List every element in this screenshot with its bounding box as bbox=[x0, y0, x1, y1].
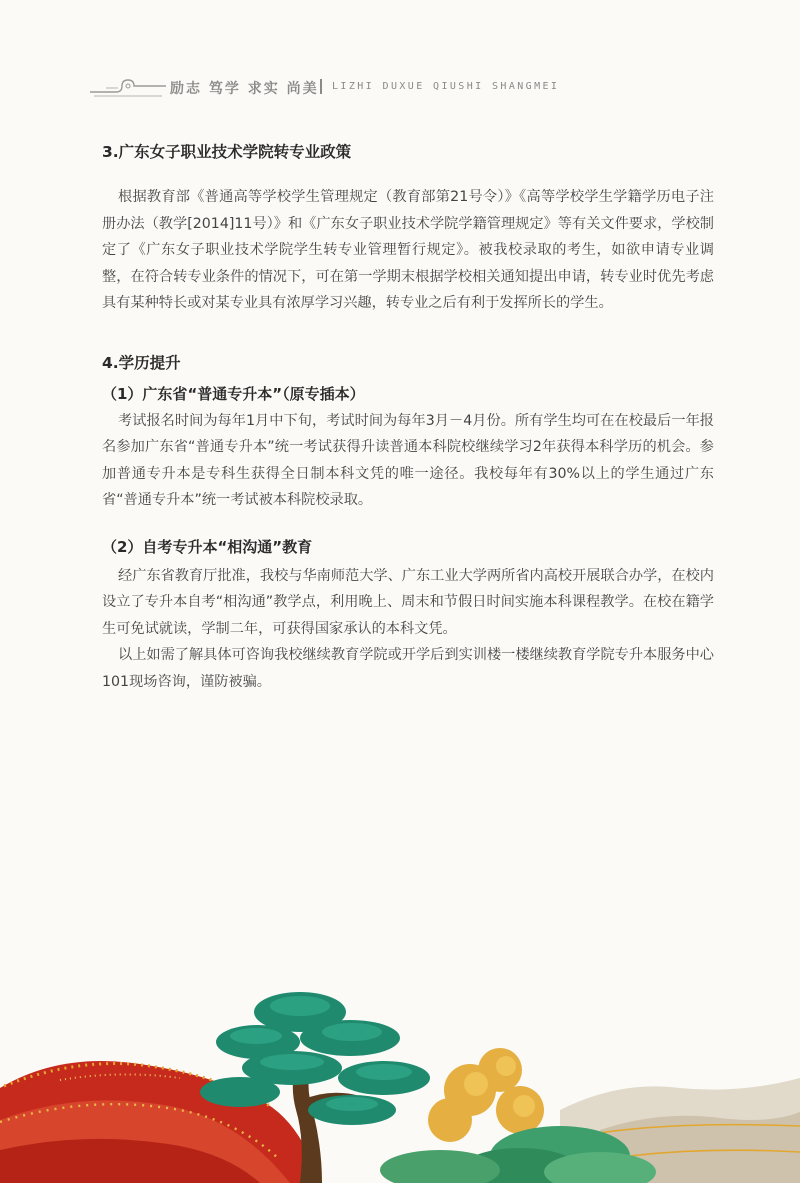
putong-zhuanshengben-paragraph: 考试报名时间为每年1月中下旬，考试时间为每年3月－4月份。所有学生均可在在校最后一年报名参加广东省“普通专升本”统一考试获得升读普通本科院校继续学习2年获得本科学历的机会。参加普通专升本是专科生获得全日制本科文凭的唯一途径。我校每年有30%以上的学生通过广东省“普通专升本”统一考试被本科院校录取。 bbox=[102, 412, 714, 508]
transfer-paragraph: 根据教育部《普通高等学校学生管理规定（教育部第21号令）》《高等学校学生学籍学历电子注册办法（教学[2014]11号）》和《广东女子职业技术学院学籍管理规定》等有关文件要求，学校制定了《广东女子职业技术学院学生转专业管理暂行规定》。被我校录取的考生，如欲申请专业调整，在符合转专业条件的情况下，可在第一学期末根据学校相关通知提出申请，转专业时优先考虑具有某种特长或对某专业具有浓厚学习兴趣，转专业之后有利于发挥所长的学生。 bbox=[102, 189, 714, 311]
page-header bbox=[88, 70, 560, 104]
school-motto: 励志 笃学 求实 尚美 bbox=[170, 81, 319, 97]
header-divider bbox=[320, 79, 322, 94]
zikao-paragraph: 经广东省教育厅批准，我校与华南师范大学、广东工业大学两所省内高校开展联合办学，在校内设立了专升本自考“相沟通”教学点，利用晚上、周末和节假日时间实施本科课程教学。在校在籍学生可免试就读，学制二年，可获得国家承认的本科文凭。 bbox=[102, 567, 714, 637]
school-motto-pinyin: LIZHI DUXUE QIUSHI SHANGMEI bbox=[332, 81, 560, 92]
consultation-paragraph: 以上如需了解具体可咨询我校继续教育学院或开学后到实训楼一楼继续教育学院专升本服务中心101现场咨询，谨防被骗。 bbox=[102, 647, 714, 690]
subheading-putong-zhuanshengben: （1）广东省“普通专升本”（原专插本） bbox=[102, 384, 365, 403]
section-title-transfer: 3.广东女子职业技术学院转专业政策 bbox=[102, 143, 352, 161]
subheading-zikao-xianggoutong: （2）自考专升本“相沟通”教育 bbox=[102, 537, 313, 556]
cloud-ornament-icon bbox=[88, 76, 168, 98]
decorative-landscape bbox=[0, 960, 800, 1183]
section-title-upgrade: 4.学历提升 bbox=[102, 353, 181, 372]
golden-tree-icon bbox=[428, 1048, 544, 1142]
page-content bbox=[102, 140, 714, 695]
